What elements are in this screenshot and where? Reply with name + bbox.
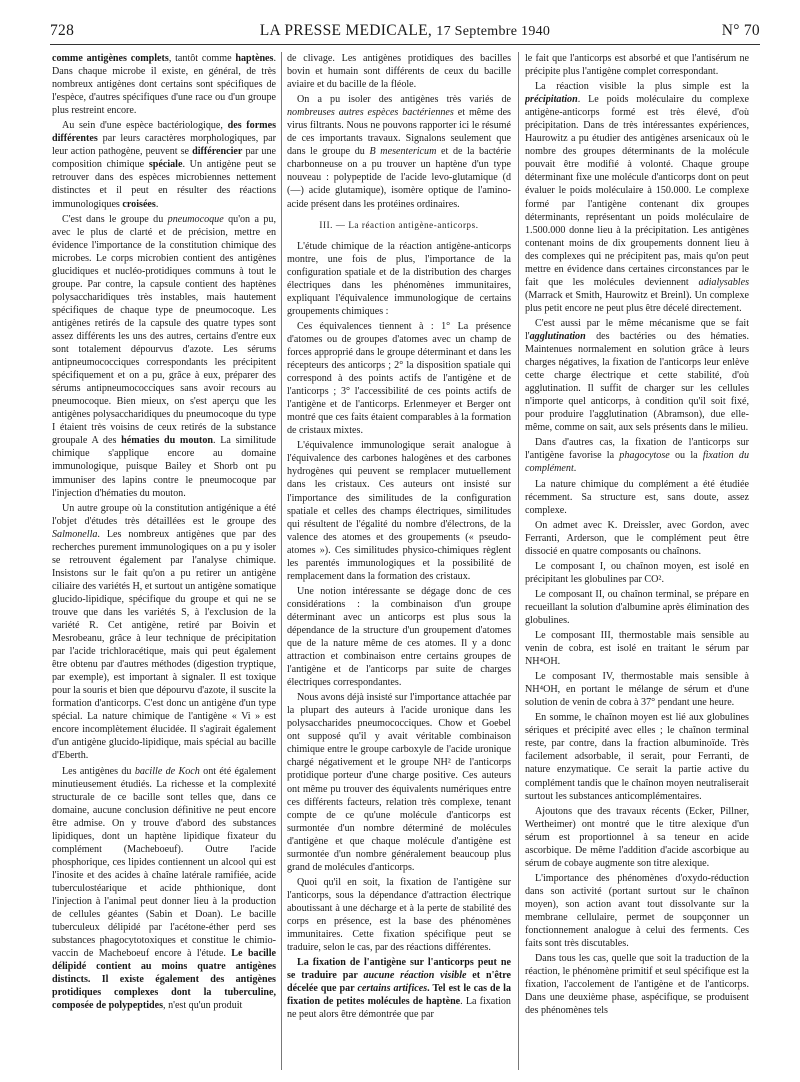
paragraph: La nature chimique du complément a été étudiée récemment. Sa structure est, sans doute, assez complexe.: [525, 478, 749, 516]
paragraph: L'importance des phénomènes d'oxydo-réduction dans son activité (portant surtout sur le chaînon moyen), son action avant tout dissolvante sur la membrane cellulaire, permet de soupçonner un fonctionnement analogue à celui des ferments. Ces faits sont très discutables.: [525, 872, 749, 950]
paragraph: Ajoutons que des travaux récents (Ecker, Pillner, Wertheimer) ont montré que le titre alexique d'un sérum est proportionnel à sa teneur en acide ascorbique. De même l'addition d'acide ascorbique au sérum de cobaye augmente son titre alexique.: [525, 805, 749, 869]
paragraph: de clivage. Les antigènes protidiques des bacilles bovin et humain sont différents de ceux du bacille aviaire et du bacille de la fléole.: [287, 53, 511, 91]
paragraph: Dans tous les cas, quelle que soit la traduction de la réaction, le phénomène primitif et seul spécifique est la fixation, l'accolement de l'antigène et de l'anticorps. Dans une deuxième phase, aspécifique, se produisent des phénomènes tels: [525, 953, 749, 1017]
journal-title-line: [50, 22, 760, 40]
paragraph: C'est aussi par le même mécanisme que se fait l'agglutination des bactéries ou des hématies. Maintenues normalement en solution grâce à leurs charges négatives, la fixation de l'anticorps leur enlève cette charge électrique et cette stabilité, d'où agglutination. Il suffit de charger sur les cellules n'importe quel anticorps, à condition qu'il soit fixé, pour produire l'agglutination (Abramson), due elle-même, comme on sait, aux sels présents dans le milieu.: [525, 317, 749, 434]
paragraph: La réaction visible la plus simple est la précipitation. Le poids moléculaire du complexe antigène-anticorps formé est très élevé, d'où précipitation. Dans de très intéressantes expériences, Haurowitz a pu étudier des antigènes arsenicaux où le nombre des groupes déterminants de la molécule pouvait être modifié à volonté. Chaque groupe déterminant fixe une molécule d'anticorps dont on peut évaluer le poids moléculaire à 150.000. Le complexe formé par l'antigène contenant dix groupes déterminants, représentant un poids moléculaire de 1.500.000 donne lieu à la précipitation. Les antigènes contenant moins de dix groupements donnent lieu à des complexes qui ne précipitent pas, mais qu'on peut mettre en évidence dans certaines circonstances par le fait que les molécules deviennent adialysables (Marrack et Smith, Haurowitz et Breinl). Un complexe plus petit encore ne peut plus être décelé directement.: [525, 81, 749, 314]
page-header: [50, 20, 760, 44]
paragraph: Nous avons déjà insisté sur l'importance attachée par la plupart des auteurs à l'acide uronique dans les polysaccharides pneumococciques. Chow et Goebel ont supposé qu'il y avait véritable combinaison chimique entre le groupe carboxyle de l'acide uronique chargé négativement et le groupe NH² de l'anticorps protidique porteur d'une charge positive. Ces auteurs ont même pu trouver des équivalents numériques entre ces différents facteurs, relation très complexe, tenant compte de ce qu'une molécule d'anticorps est surmontée d'un nombre déterminé de molécules d'antigène et que chaque molécule d'antigène est surmontée d'un nombre généralement beaucoup plus grand de molécules d'anticorps.: [287, 692, 511, 873]
paragraph: Dans d'autres cas, la fixation de l'anticorps sur l'antigène favorise la phagocytose ou la fixation du complément.: [525, 437, 749, 475]
paragraph: le fait que l'anticorps est absorbé et que l'antisérum ne précipite plus l'antigène complet correspondant.: [525, 53, 749, 78]
paragraph: En somme, le chaînon moyen est lié aux globulines sériques et précipité avec elles ; le chaînon terminal reste, par contre, dans la fraction albuminoïde. Très facilement adsorbable, il serait, pour Ferranti, de nature enzymatique. Ce serait la partie active du complément tandis que le chaînon moyen neutraliserait surtout les substances anticomplémentaires.: [525, 712, 749, 802]
paragraph: Une notion intéressante se dégage donc de ces considérations : la combinaison d'un groupe déterminant avec un anticorps est plus sous la dépendance de la structure d'un groupement d'atomes que de la nature même de ces atomes. Il y a donc attraction et combinaison entre certains groupes de l'antigène et de l'anticorps par suite de charges électriques correspondantes.: [287, 585, 511, 689]
column-divider-1: [281, 52, 282, 1070]
paragraph: C'est dans le groupe du pneumocoque qu'on a pu, avec le plus de clarté et de précision, mettre en évidence l'importance de la constitution chimique des microbes. Le corps microbien contient des antigènes glucidiques et nucléo-protidiques communs à tout le groupe. Par contre, la capsule contient des haptènes polysaccharidiques très instables, mais hautement spécifiques de chaque type de pneumocoque. Les antigènes retirés de la capsule des quatre types sont assez différents les uns des autres, certains d'entre eux sont totalement dépourvus d'azote. Les sérums antipneumococciques correspondants les précipitent spécifiquement et on a pu, grâce à eux, préparer des sérums antipneumococciques sans avoir recours au pneumocoque. Bien mieux, on s'est aperçu que les antigènes polysaccharidiques du pneumocoque du type I étaient très voisins de ceux retirés de la substance groupale A des hématies du mouton. La similitude chimique s'applique encore au domaine immunologique, puisque Bailey et Shorb ont pu immuniser des lapins contre le pneumocoque par l'injection d'hématies du mouton.: [52, 213, 276, 499]
column-3: [525, 52, 749, 1074]
paragraph: L'étude chimique de la réaction antigène-anticorps montre, une fois de plus, l'importance de la configuration spatiale et de la distribution des charges électriques dans les phénomènes immunitaires, expliquant l'équivalence immunologique de certains groupements chimiques :: [287, 240, 511, 317]
page-number: 728: [50, 22, 75, 39]
column-divider-2: [518, 52, 519, 1070]
column-1: [52, 52, 276, 1074]
paragraph: Ces équivalences tiennent à : 1° La présence d'atomes ou de groupes d'atomes avec un champ de forces approprié dans le groupe déterminant et dans les récepteurs des anticorps ; 2° la disposition spatiale qui correspond à des points actifs de l'antigène et de l'anticorps ; 3° l'accessibilité de ces points actifs de l'antigène et de l'anticorps. Erlenmeyer et Berger ont montré que ces faits étaient comparables à la formation de cristaux mixtes.: [287, 320, 511, 437]
paragraph: Au sein d'une espèce bactériologique, des formes différentes par leurs caractères morphologiques, par leur action pathogène, peuvent se différencier par une composition chimique spéciale. Un antigène peut se retrouver dans des espèces microbiennes nettement distinctes et il peut en résulter des réactions immunologiques croisées.: [52, 120, 276, 210]
paragraph: On a pu isoler des antigènes très variés de nombreuses autres espèces bactériennes et même des virus filtrants. Nous ne pouvons rapporter ici le résumé de ces importants travaux. Signalons seulement que dans le groupe du B mesentericum et de la bactérie charbonneuse on a pu trouver un haptène d'un type nouveau : polypeptide de l'acide levo-glutamique (d (—) acide glutamique), isomère optique de l'amino-acide présent dans les protéines ordinaires.: [287, 94, 511, 210]
column-2: [287, 52, 511, 1074]
issue-number: N° 70: [721, 22, 760, 39]
section-heading: III. — La réaction antigène-anticorps.: [319, 219, 479, 230]
paragraph: L'équivalence immunologique serait analogue à l'équivalence des carbones halogènes et des carbones hydrogènes qui peuvent se remplacer mutuellement dans les cristaux. Ces auteurs ont insisté sur l'importance des similitudes de la configuration spatiale et celles des champs électriques, similitudes qui résultent de l'égalité du nombre d'électrons, de la valence des atomes et des groupements (« pseudo-atomes »). Ces similitudes physico-chimiques règlent les parentés immunologiques et la possibilité de remplacement dans la formation des cristaux.: [287, 440, 511, 582]
paragraph: comme antigènes complets, tantôt comme haptènes. Dans chaque microbe il existe, en général, de très nombreux antigènes dont certains sont spécifiques de l'espèce, d'autres spécifiques d'une race ou d'un groupe plus restreint encore.: [52, 53, 276, 117]
paragraph: Les antigènes du bacille de Koch ont été également minutieusement étudiés. La richesse et la complexité structurale de ce bacille sont telles que, dans ce domaine, aucune conclusion définitive ne peut encore être admise. On y trouve d'abord des substances lipidiques, dont un haptène lipidique fixateur du complément (Macheboeuf). Outre l'acide phosphorique, ces lipides contiennent un alcool qui est l'inosite et des acides à chaîne latérale ramifiée, acide tuberculostéarique et acide phthionique, dont l'injection à l'animal peut donner lieu à la production de cellules géantes (Sabin et Doan). Le bacille tuberculeux délipidé par l'acétone-éther perd ses substances phagocytotoxiques et constitue le chimio-vaccin de Macheboeuf encore à l'étude. Le bacille délipidé contient au moins quatre antigènes distincts. Il existe également des antigènes protidiques complexes dont la tuberculine, composée de polypeptides, n'est qu'un produit: [52, 765, 276, 1012]
paragraph: Le composant I, ou chaînon moyen, est isolé en précipitant les globulines par CO².: [525, 560, 749, 585]
paragraph: Un autre groupe où la constitution antigénique a été l'objet d'études très détaillées est le groupe des Salmonella. Les nombreux antigènes que par des recherches purement immunologiques on a pu y isoler se retrouvent également par l'analyse chimique. Insistons sur le fait qu'on a pu retirer un antigène ciliaire des variétés H, et surtout un antigène somatique glucido-lipidique, spécifique du groupe et qui ne se trouve que dans les variétés S, à l'exclusion de la variété R. Cet antigène, retiré par Boivin et Mesrobeanu, grâce à leur technique de précipitation par l'acide trichloracétique, mais qui peut également être obtenu par d'autres méthodes (digestion tryptique, par exemple), est important à signaler. Il est toxique pour la souris et bien que dépourvu d'azote, il suscite la formation d'anticorps. C'est donc un antigène d'un type spécial. La nature chimique de l'antigène « Vi » est encore incomplètement élucidée. Il s'agirait également d'un antigène glucido-lipidique, mais spécial au bacille d'Eberth.: [52, 502, 276, 762]
paragraph: Le composant IV, thermostable mais sensible à NH⁴OH, en portant le mélange de sérum et d'une solution de venin de cobra à 37° pendant une heure.: [525, 671, 749, 709]
paragraph: Le composant II, ou chaînon terminal, se prépare en recueillant la solution d'albumine après élimination des globulines.: [525, 588, 749, 626]
paragraph: Quoi qu'il en soit, la fixation de l'antigène sur l'anticorps, sous la dépendance d'attraction électrique aboutissant à une décharge et à la perte de stabilité des corps en présence, est la base des phénomènes immunitaires. Cette fixation spécifique peut se traduire, selon le cas, par des réactions différentes.: [287, 876, 511, 954]
journal-title: LA PRESSE MEDICALE,: [259, 22, 433, 39]
header-rule: [50, 44, 760, 45]
paragraph: On admet avec K. Dreissler, avec Gordon, avec Ferranti, Arderson, que le complément peut être dissocié en quatre composants ou chaînons.: [525, 519, 749, 557]
issue-date: 17 Septembre 1940: [436, 24, 551, 39]
paragraph: La fixation de l'antigène sur l'anticorps peut ne se traduire par aucune réaction visible et n'être décelée que par certains artifices. Tel est le cas de la fixation de petites molécules de haptène. La fixation ne peut alors être démontrée que par: [287, 957, 511, 1021]
paragraph: Le composant III, thermostable mais sensible au venin de cobra, est isolé en traitant le sérum par NH⁴OH.: [525, 630, 749, 668]
